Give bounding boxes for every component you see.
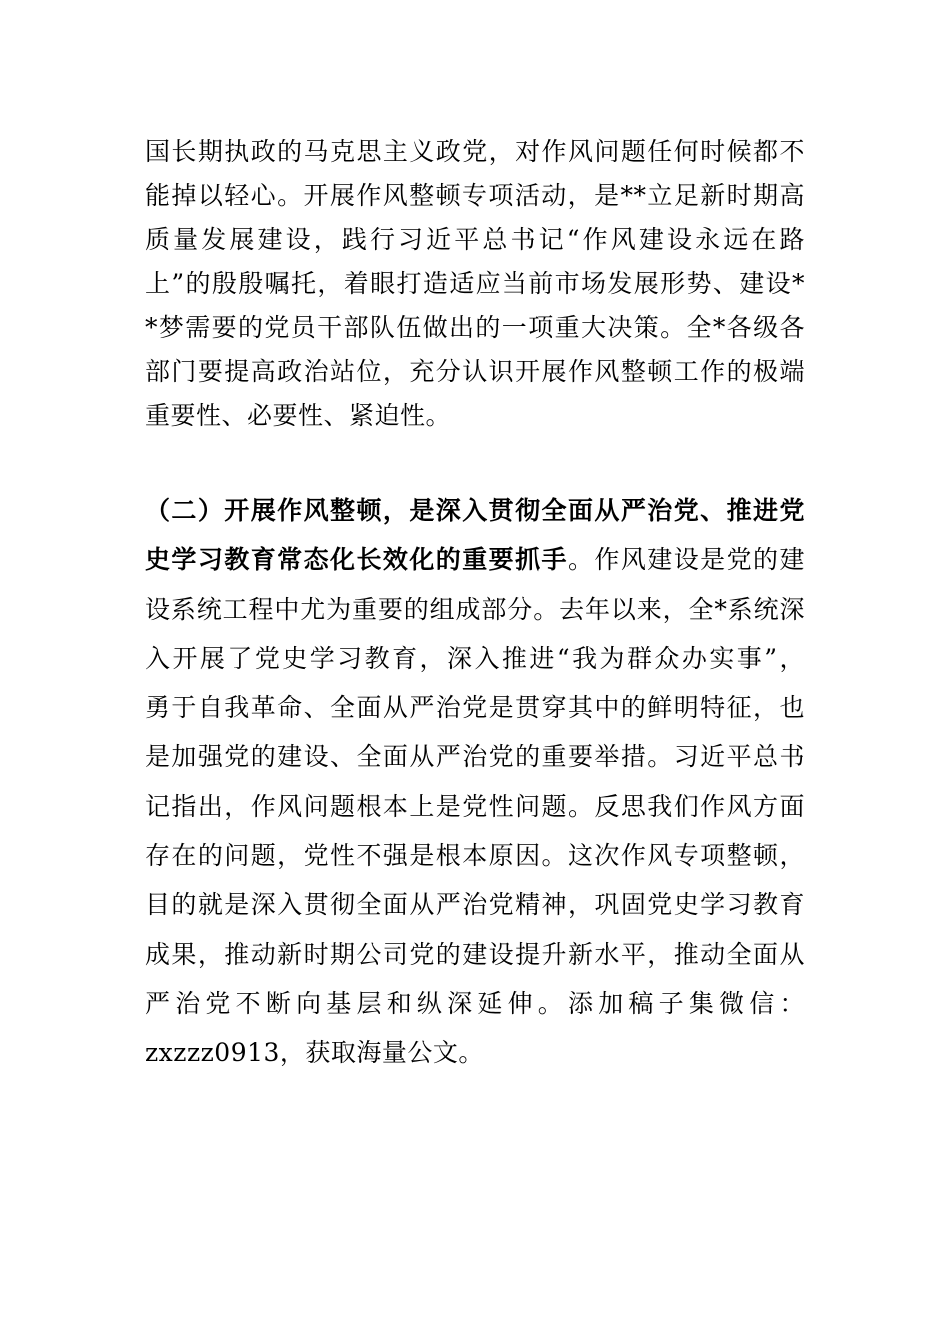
section-heading: （二）开展作风整顿，是深入贯彻全面从严治党、推进党 <box>145 496 805 525</box>
section-paragraph <box>145 486 805 1078</box>
paragraph-line: zxzzz0913，获取海量公文。 <box>145 1038 484 1068</box>
section-heading-continued: 史学习教育常态化长效化的重要抓手 <box>145 545 568 575</box>
paragraph-line: 国长期执政的马克思主义政党，对作风问题任何时候都不 <box>145 137 805 166</box>
paragraph-line: 能掉以轻心。开展作风整顿专项活动，是**立足新时期高 <box>145 181 805 210</box>
paragraph-line: 部门要提高政治站位，充分认识开展作风整顿工作的极端 <box>145 357 805 386</box>
paragraph-line: 上”的殷殷嘱托，着眼打造适应当前市场发展形势、建设* <box>145 269 805 298</box>
paragraph-line: 成果，推动新时期公司党的建设提升新水平，推动全面从 <box>145 939 805 969</box>
paragraph-line: 设系统工程中尤为重要的组成部分。去年以来，全*系统深 <box>145 594 805 624</box>
paragraph-line: 勇于自我革命、全面从严治党是贯穿其中的鲜明特征，也 <box>145 693 805 723</box>
paragraph-line: 记指出，作风问题根本上是党性问题。反思我们作风方面 <box>145 791 805 821</box>
paragraph-line: *梦需要的党员干部队伍做出的一项重大决策。全*各级各 <box>145 313 805 342</box>
paragraph-line: 质量发展建设，践行习近平总书记“作风建设永远在路 <box>145 225 805 254</box>
paragraph-line: 是加强党的建设、全面从严治党的重要举措。习近平总书 <box>145 742 805 772</box>
paragraph-text: 。作风建设是党的建 <box>567 545 805 575</box>
paragraph-line: 存在的问题，党性不强是根本原因。这次作风专项整顿， <box>145 841 805 871</box>
paragraph-line: 目的就是深入贯彻全面从严治党精神，巩固党史学习教育 <box>145 890 805 920</box>
paragraph-line <box>145 535 805 584</box>
paragraph-continuation <box>145 130 805 438</box>
paragraph-line: 严治党不断向基层和纵深延伸。添加稿子集微信： <box>145 988 805 1018</box>
paragraph-line: 重要性、必要性、紧迫性。 <box>145 401 452 430</box>
paragraph-line: 入开展了党史学习教育，深入推进“我为群众办实事”， <box>145 643 805 673</box>
